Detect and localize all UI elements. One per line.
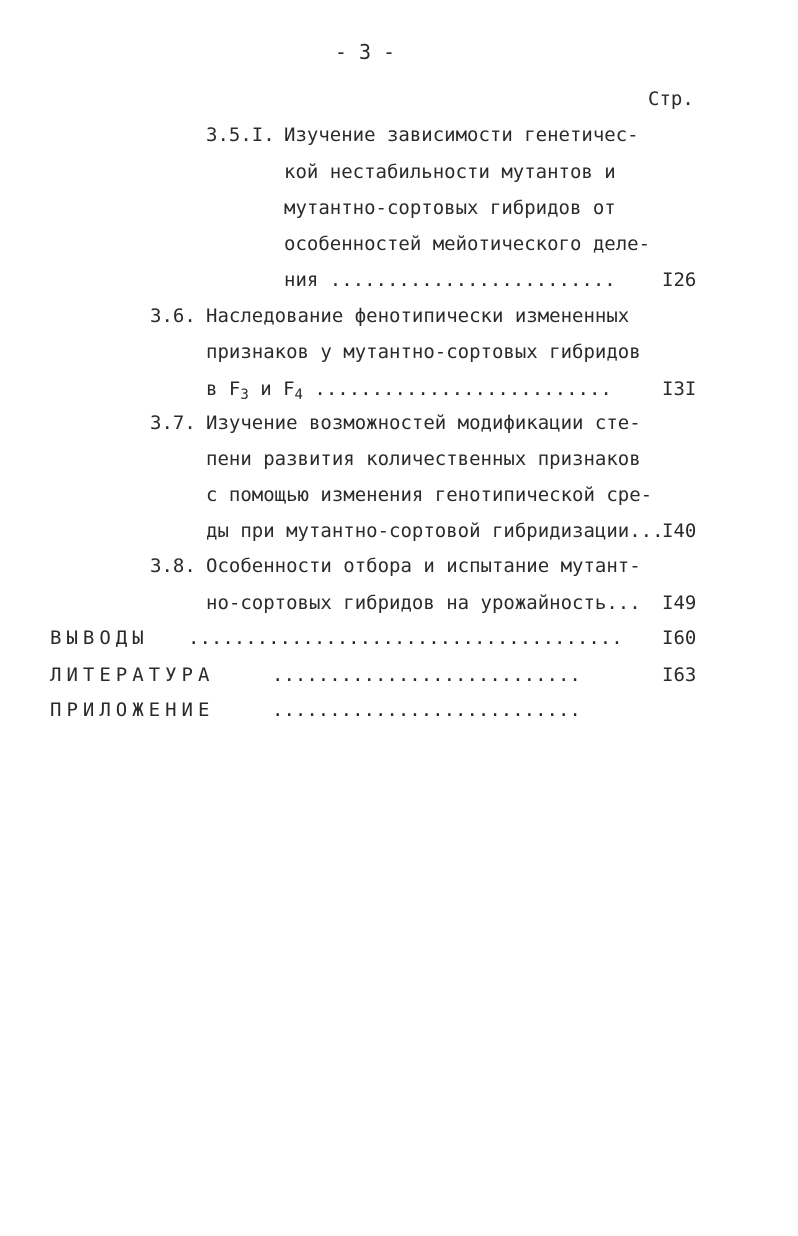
section-dots: ........................... <box>272 664 581 686</box>
entry-line: Наследование фенотипически измененных <box>206 305 630 327</box>
section-page: I63 <box>662 664 697 686</box>
entry-number: 3.5.I. <box>206 124 275 146</box>
entry-line: Особенности отбора и испытание мутант- <box>206 555 641 577</box>
entry-line-generations: в $F_3$ и $F_4$ .......................... <box>206 378 612 403</box>
entry-number: 3.8. <box>150 555 196 577</box>
entry-line: мутантно-сортовых гибридов от <box>284 197 616 219</box>
section-page: I60 <box>662 627 697 649</box>
section-dots: ...................................... <box>188 627 623 649</box>
page-column-label: Стр. <box>648 88 694 110</box>
entry-line: но-сортовых гибридов на урожайность... <box>206 592 641 614</box>
entry-line: пени развития количественных признаков <box>206 448 641 470</box>
entry-line: Изучение возможностей модификации сте- <box>206 412 641 434</box>
entry-line: ды при мутантно-сортовой гибридизации... <box>206 520 664 542</box>
entry-page: I49 <box>662 592 697 614</box>
entry-line: ния ......................... <box>284 269 616 291</box>
entry-page: I40 <box>662 520 697 542</box>
section-dots: ........................... <box>272 699 581 721</box>
entry-number: 3.7. <box>150 412 196 434</box>
entry-number: 3.6. <box>150 305 196 327</box>
entry-line: кой нестабильности мутантов и <box>284 161 616 183</box>
section-title: ПРИЛОЖЕНИЕ <box>50 699 215 721</box>
entry-page: I3I <box>662 378 697 400</box>
section-title: ЛИТЕРАТУРА <box>50 664 215 686</box>
entry-line: признаков у мутантно-сортовых гибридов <box>206 341 641 363</box>
entry-line: особенностей мейотического деле- <box>284 233 651 255</box>
entry-line: с помощью изменения генотипической сре- <box>206 484 653 506</box>
entry-page: I26 <box>662 269 697 291</box>
page-number: - 3 - <box>334 40 396 64</box>
entry-line: Изучение зависимости генетичес- <box>284 124 639 146</box>
section-title: ВЫВОДЫ <box>50 627 149 649</box>
